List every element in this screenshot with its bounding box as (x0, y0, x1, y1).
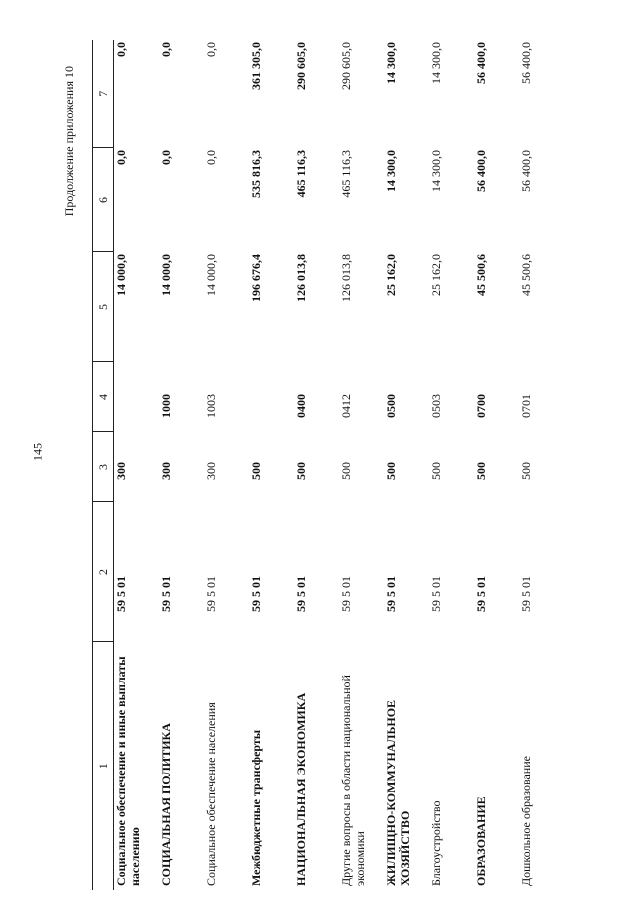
row-col4-cell: 0412 (339, 394, 353, 418)
row-col7-cell: 14 300,0 (429, 42, 443, 84)
row-col3-cell: 500 (249, 462, 263, 480)
table-row (474, 40, 519, 890)
row-col5-cell: 45 500,6 (474, 254, 488, 296)
row-col7-cell: 290 605,0 (339, 42, 353, 90)
row-code-cell: 59 5 01 (249, 576, 263, 612)
row-col4-cell: 0400 (294, 394, 308, 418)
row-col3-cell: 500 (339, 462, 353, 480)
row-name-cell: Социальное обеспечение населения (204, 702, 218, 886)
row-col3-cell: 500 (294, 462, 308, 480)
row-col4-cell: 1000 (159, 394, 173, 418)
row-code-cell: 59 5 01 (339, 576, 353, 612)
header-cell-1: 1 (93, 642, 114, 890)
row-col6-cell: 56 400,0 (474, 150, 488, 192)
row-col4-cell (114, 362, 160, 432)
row-col6-cell: 535 816,3 (249, 150, 263, 198)
row-name-cell: Социальное обеспечение и иные выплаты населению (114, 656, 142, 886)
row-col6-cell: 465 116,3 (294, 150, 308, 198)
header-cell-5: 5 (93, 252, 114, 362)
row-name-cell: ЖИЛИЩНО-КОММУНАЛЬНОЕ ХОЗЯЙСТВО (384, 699, 412, 886)
table-row (339, 40, 384, 890)
row-col6-cell: 465 116,3 (339, 150, 353, 198)
page-number: 145 (30, 443, 45, 461)
table-row (294, 40, 339, 890)
row-col5-cell: 25 162,0 (429, 254, 443, 296)
row-col3-cell: 500 (474, 462, 488, 480)
row-name-cell: ОБРАЗОВАНИЕ (474, 796, 488, 886)
row-col4-cell: 1003 (204, 394, 218, 418)
table-row (204, 40, 249, 890)
row-col5-cell: 45 500,6 (519, 254, 533, 296)
row-col7-cell: 361 305,0 (249, 42, 263, 90)
row-col6-cell: 0,0 (204, 150, 218, 165)
row-code-cell: 59 5 01 (294, 576, 308, 612)
row-code-cell: 59 5 01 (204, 576, 218, 612)
row-name-cell: СОЦИАЛЬНАЯ ПОЛИТИКА (159, 723, 173, 886)
row-col7-cell: 56 400,0 (519, 42, 533, 84)
header-cell-4: 4 (93, 362, 114, 432)
table-row (519, 40, 564, 890)
row-col7-cell: 290 605,0 (294, 42, 308, 90)
row-code-cell: 59 5 01 (384, 576, 398, 612)
row-col5-cell: 126 013,8 (339, 254, 353, 302)
row-code-cell: 59 5 01 (159, 576, 173, 612)
row-code-cell: 59 5 01 (519, 576, 533, 612)
row-col3-cell: 300 (114, 462, 128, 480)
row-col7-cell: 0,0 (159, 42, 173, 57)
header-cell-7: 7 (93, 40, 114, 148)
row-name-cell: Благоустройство (429, 800, 443, 886)
row-col5-cell: 25 162,0 (384, 254, 398, 296)
header-cell-3: 3 (93, 432, 114, 502)
row-col7-cell: 0,0 (204, 42, 218, 57)
appendix-caption: Продолжение приложения 10 (62, 66, 76, 217)
row-name-cell: НАЦИОНАЛЬНАЯ ЭКОНОМИКА (294, 692, 308, 886)
row-col6-cell: 14 300,0 (384, 150, 398, 192)
row-name-cell: Дошкольное образование (519, 756, 533, 886)
row-col3-cell: 500 (429, 462, 443, 480)
row-col4-cell (249, 362, 294, 432)
row-col6-cell: 56 400,0 (519, 150, 533, 192)
row-col4-cell: 0701 (519, 394, 533, 418)
row-col3-cell: 300 (204, 462, 218, 480)
row-name-cell: Межбюджетные трансферты (249, 729, 263, 886)
row-col5-cell: 14 000,0 (204, 254, 218, 296)
row-col7-cell: 0,0 (114, 42, 128, 57)
row-col3-cell: 500 (519, 462, 533, 480)
budget-table (92, 40, 564, 890)
row-name-cell: Другие вопросы в области национальной экономики (339, 675, 367, 886)
row-col7-cell: 14 300,0 (384, 42, 398, 84)
row-col6-cell: 0,0 (114, 150, 128, 165)
rotated-table-block (62, 40, 562, 890)
row-col5-cell: 14 000,0 (114, 254, 128, 296)
row-code-cell: 59 5 01 (429, 576, 443, 612)
table-body (114, 40, 565, 890)
table-row (384, 40, 429, 890)
table-row (159, 40, 204, 890)
header-row (93, 40, 114, 890)
table-row (429, 40, 474, 890)
table-row (249, 40, 294, 890)
row-col5-cell: 14 000,0 (159, 254, 173, 296)
row-col3-cell: 500 (384, 462, 398, 480)
row-col3-cell: 300 (159, 462, 173, 480)
row-code-cell: 59 5 01 (114, 576, 128, 612)
row-col4-cell: 0700 (474, 394, 488, 418)
row-col4-cell: 0503 (429, 394, 443, 418)
row-col6-cell: 14 300,0 (429, 150, 443, 192)
row-col5-cell: 126 013,8 (294, 254, 308, 302)
header-cell-2: 2 (93, 502, 114, 642)
header-cell-6: 6 (93, 148, 114, 252)
row-col6-cell: 0,0 (159, 150, 173, 165)
row-col5-cell: 196 676,4 (249, 254, 263, 302)
table-row (114, 40, 160, 890)
row-col4-cell: 0500 (384, 394, 398, 418)
row-code-cell: 59 5 01 (474, 576, 488, 612)
row-col7-cell: 56 400,0 (474, 42, 488, 84)
